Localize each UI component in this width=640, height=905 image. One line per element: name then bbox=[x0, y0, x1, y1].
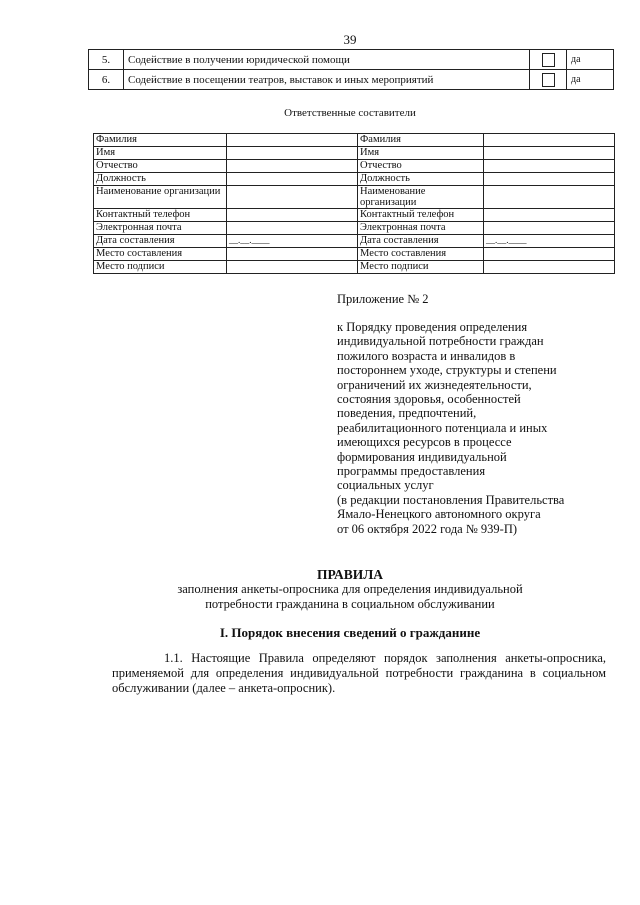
appendix-line: пожилого возраста и инвалидов в bbox=[337, 348, 516, 363]
appendix-line: программы предоставления bbox=[337, 464, 486, 479]
field-label: Контактный телефон bbox=[94, 209, 227, 222]
service-text: Содействие в получении юридической помощи bbox=[124, 50, 530, 70]
paragraph-text: 1.1. Настоящие Правила определяют порядок заполнения анкеты-опросника, применяемой для определения индивидуальной потребности гражданина в социальном обслуживании (далее – анкета-опросник). bbox=[112, 651, 606, 695]
field-label: Отчество bbox=[94, 160, 227, 173]
checkbox-cell bbox=[530, 70, 567, 90]
table-row bbox=[94, 248, 615, 261]
table-row bbox=[94, 209, 615, 222]
table-row bbox=[94, 134, 615, 147]
checkbox[interactable] bbox=[542, 53, 555, 67]
appendix-line: (в редакции постановления Правительства bbox=[337, 492, 565, 507]
field-label: Контактный телефон bbox=[358, 209, 484, 222]
field-label: Электронная почта bbox=[94, 222, 227, 235]
body-paragraph bbox=[112, 651, 606, 696]
date-field[interactable] bbox=[484, 235, 615, 248]
appendix-line: Ямало-Ненецкого автономного округа bbox=[337, 507, 541, 522]
appendix-line: от 06 октября 2022 года № 939-П) bbox=[337, 521, 518, 536]
field-label: Должность bbox=[94, 173, 227, 186]
field-label: Место составления bbox=[358, 248, 484, 261]
rules-heading: ПРАВИЛА bbox=[316, 567, 384, 582]
field-value[interactable] bbox=[227, 186, 358, 209]
field-label: Место подписи bbox=[94, 261, 227, 274]
field-value[interactable] bbox=[484, 134, 615, 147]
rules-subheading-line: потребности гражданина в социальном обслуживании bbox=[205, 597, 495, 611]
appendix-line: индивидуальной потребности граждан bbox=[337, 334, 544, 349]
appendix-line: реабилитационного потенциала и иных bbox=[337, 420, 548, 435]
field-value[interactable] bbox=[227, 160, 358, 173]
appendix-line: состояния здоровья, особенностей bbox=[337, 392, 521, 407]
checkbox-cell bbox=[530, 50, 567, 70]
field-value[interactable] bbox=[227, 222, 358, 235]
table-row bbox=[89, 70, 614, 90]
appendix-title: Приложение № 2 bbox=[337, 292, 429, 306]
field-value[interactable] bbox=[484, 248, 615, 261]
table-row bbox=[94, 235, 615, 248]
responsible-table bbox=[93, 133, 615, 274]
field-label: Место составления bbox=[94, 248, 227, 261]
field-label: Фамилия bbox=[358, 134, 484, 147]
field-value[interactable] bbox=[484, 209, 615, 222]
appendix-line: поведения, предпочтений, bbox=[337, 406, 477, 421]
field-label: Отчество bbox=[358, 160, 484, 173]
field-label: Место подписи bbox=[358, 261, 484, 274]
service-number: 6. bbox=[89, 70, 124, 90]
field-label: Имя bbox=[358, 147, 484, 160]
appendix-line: имеющихся ресурсов в процессе bbox=[337, 435, 512, 450]
field-value[interactable] bbox=[484, 186, 615, 209]
field-value[interactable] bbox=[227, 173, 358, 186]
table-row bbox=[94, 160, 615, 173]
responsible-title: Ответственные составители bbox=[284, 107, 416, 119]
field-label: Имя bbox=[94, 147, 227, 160]
section-heading: I. Порядок внесения сведений о гражданине bbox=[219, 625, 481, 640]
field-value[interactable] bbox=[227, 261, 358, 274]
date-field[interactable] bbox=[227, 235, 358, 248]
appendix-line: ограничений их жизнедеятельности, bbox=[337, 377, 532, 392]
table-row bbox=[89, 50, 614, 70]
field-value[interactable] bbox=[227, 209, 358, 222]
field-label: Электронная почта bbox=[358, 222, 484, 235]
service-number: 5. bbox=[89, 50, 124, 70]
appendix-line: социальных услуг bbox=[337, 478, 434, 493]
date-placeholder: __.__.____ bbox=[486, 235, 527, 245]
field-value[interactable] bbox=[484, 147, 615, 160]
service-answer: да bbox=[567, 70, 614, 90]
appendix-line: постороннем уходе, структуры и степени bbox=[337, 363, 557, 378]
field-label: Наименование организации bbox=[94, 186, 227, 209]
field-label: Дата составления bbox=[358, 235, 484, 248]
field-value[interactable] bbox=[484, 173, 615, 186]
field-label: Наименование организации bbox=[358, 186, 484, 209]
field-value[interactable] bbox=[484, 160, 615, 173]
table-row bbox=[94, 186, 615, 209]
checkbox[interactable] bbox=[542, 73, 555, 87]
table-row bbox=[94, 261, 615, 274]
table-row bbox=[94, 173, 615, 186]
field-value[interactable] bbox=[227, 147, 358, 160]
table-row bbox=[94, 222, 615, 235]
appendix-line: формирования индивидуальной bbox=[337, 449, 507, 464]
date-placeholder: __.__.____ bbox=[229, 235, 270, 245]
appendix-line: к Порядку проведения определения bbox=[337, 320, 528, 334]
field-value[interactable] bbox=[227, 134, 358, 147]
field-label: Должность bbox=[358, 173, 484, 186]
service-answer: да bbox=[567, 50, 614, 70]
rules-subheading bbox=[0, 582, 640, 612]
field-label: Дата составления bbox=[94, 235, 227, 248]
services-table bbox=[88, 49, 614, 90]
rules-subheading-line: заполнения анкеты-опросника для определения индивидуальной bbox=[177, 582, 523, 596]
table-row bbox=[94, 147, 615, 160]
field-value[interactable] bbox=[484, 222, 615, 235]
field-label: Фамилия bbox=[94, 134, 227, 147]
service-text: Содействие в посещении театров, выставок и иных мероприятий bbox=[124, 70, 530, 90]
page-number: 39 bbox=[343, 32, 357, 47]
field-value[interactable] bbox=[227, 248, 358, 261]
field-value[interactable] bbox=[484, 261, 615, 274]
appendix-text bbox=[337, 320, 607, 536]
